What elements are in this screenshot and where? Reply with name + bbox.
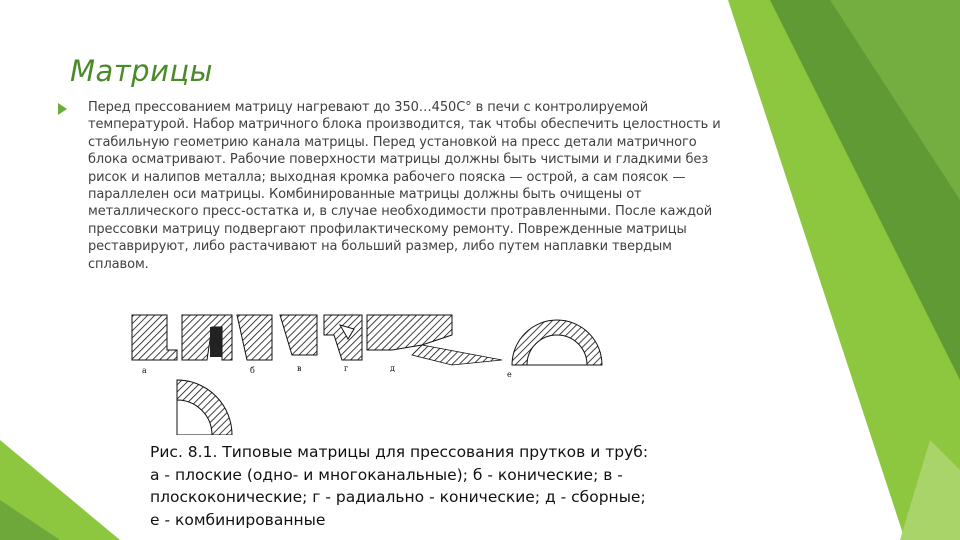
die-a-flat bbox=[132, 315, 177, 360]
dies-diagram bbox=[122, 305, 622, 435]
label-e: е bbox=[507, 370, 512, 379]
label-a: а bbox=[142, 366, 147, 375]
label-g: г bbox=[344, 364, 349, 373]
label-v: в bbox=[297, 364, 302, 373]
die-v-plano-conical bbox=[237, 315, 272, 360]
label-b: б bbox=[250, 366, 255, 375]
bullet-item bbox=[58, 99, 723, 273]
die-quarter-view bbox=[177, 380, 232, 435]
body-paragraph: Перед прессованием матрицу нагревают до 350…450С° в печи с контролируемой температурой. Набор матричного блока производится, так чтобы обеспечить целостность и стабильную геометрию канала матрицы. Перед установкой на пресс детали матричного блока осматривают. Рабочие поверхности матрицы должны быть чистыми и гладкими без рисок и налипов металла; выходная кромка рабочего пояска — острой, а сам поясок — параллелен оси матрицы. Комбинированные матрицы должны быть очищены от металлического пресс-остатка и, в случае необходимости протравленными. После каждой прессовки матрицу подвергают профилактическому ремонту. Поврежденные матрицы реставрируют, либо растачивают на больший размер, либо путем наплавки твердым сплавом. bbox=[88, 100, 721, 272]
slide-title: Матрицы bbox=[70, 54, 214, 88]
die-g-radial-conical bbox=[280, 315, 317, 355]
die-d-assembled bbox=[324, 315, 362, 360]
die-e-combined bbox=[367, 315, 602, 365]
label-d: д bbox=[390, 364, 395, 373]
die-b-conical bbox=[182, 315, 232, 360]
figure-caption: Рис. 8.1. Типовые матрицы для прессования прутков и труб: а - плоские (одно- и многоканальные); б - конические; в - плоскоконические; г - радиально - конические; д - сборные; е - комбинированные bbox=[150, 443, 649, 529]
triangle-bullet-icon bbox=[58, 103, 67, 115]
